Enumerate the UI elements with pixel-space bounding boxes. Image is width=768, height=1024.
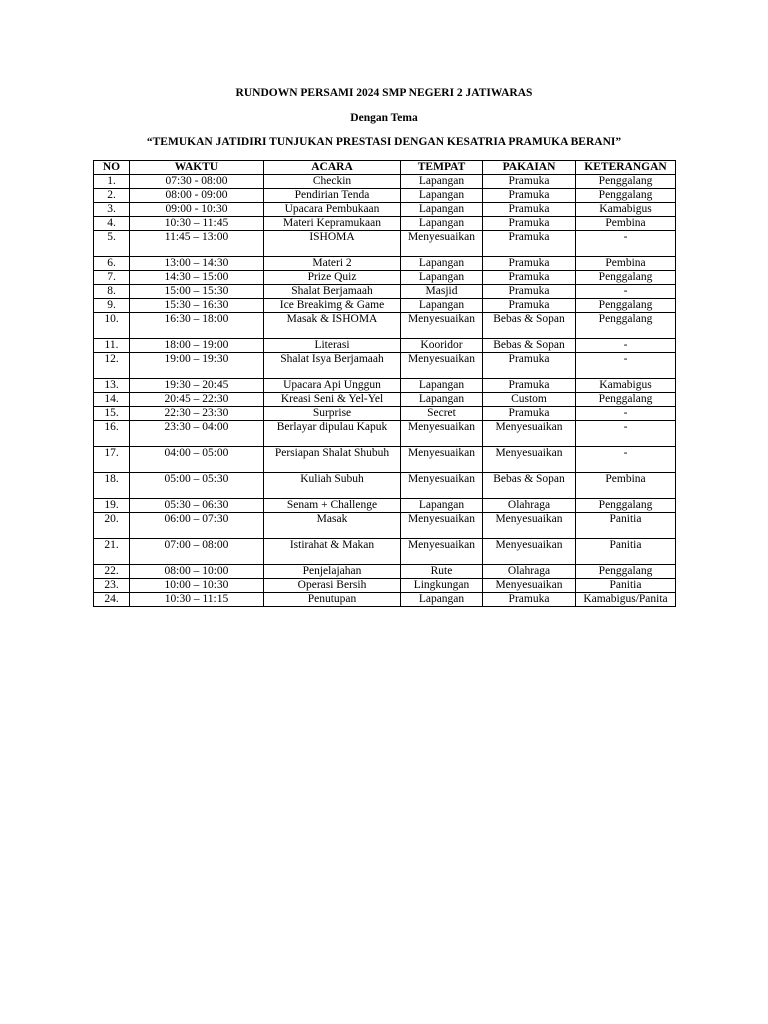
table-row bbox=[94, 473, 676, 499]
document-theme: “TEMUKAN JATIDIRI TUNJUKAN PRESTASI DENGAN KESATRIA PRAMUKA BERANI” bbox=[146, 136, 622, 148]
cell-waktu: 22:30 – 23:30 bbox=[130, 407, 264, 421]
cell-waktu: 18:00 – 19:00 bbox=[130, 339, 264, 353]
cell-acara: Operasi Bersih bbox=[264, 579, 401, 593]
cell-tempat: Menyesuaikan bbox=[401, 421, 483, 447]
cell-tempat: Lapangan bbox=[401, 271, 483, 285]
cell-pakaian: Olahraga bbox=[483, 565, 576, 579]
cell-pakaian: Pramuka bbox=[483, 285, 576, 299]
cell-acara: Checkin bbox=[264, 175, 401, 189]
rundown-table bbox=[93, 160, 676, 607]
cell-pakaian: Pramuka bbox=[483, 257, 576, 271]
cell-keterangan: Kamabigus bbox=[576, 203, 676, 217]
cell-keterangan: Penggalang bbox=[576, 299, 676, 313]
cell-keterangan: - bbox=[576, 231, 676, 257]
cell-no: 4. bbox=[94, 217, 130, 231]
cell-no: 7. bbox=[94, 271, 130, 285]
cell-waktu: 16:30 – 18:00 bbox=[130, 313, 264, 339]
cell-waktu: 04:00 – 05:00 bbox=[130, 447, 264, 473]
document-title: RUNDOWN PERSAMI 2024 SMP NEGERI 2 JATIWARAS bbox=[235, 87, 533, 99]
cell-acara: Materi Kepramukaan bbox=[264, 217, 401, 231]
cell-tempat: Lapangan bbox=[401, 499, 483, 513]
cell-waktu: 05:00 – 05:30 bbox=[130, 473, 264, 499]
cell-tempat: Lapangan bbox=[401, 203, 483, 217]
table-row bbox=[94, 313, 676, 339]
cell-waktu: 10:30 – 11:15 bbox=[130, 593, 264, 607]
cell-keterangan: Penggalang bbox=[576, 313, 676, 339]
cell-keterangan: Penggalang bbox=[576, 175, 676, 189]
cell-tempat: Secret bbox=[401, 407, 483, 421]
cell-pakaian: Olahraga bbox=[483, 499, 576, 513]
cell-no: 21. bbox=[94, 539, 130, 565]
cell-keterangan: Panitia bbox=[576, 579, 676, 593]
table-row bbox=[94, 447, 676, 473]
cell-no: 19. bbox=[94, 499, 130, 513]
table-row bbox=[94, 593, 676, 607]
cell-keterangan: - bbox=[576, 447, 676, 473]
cell-waktu: 10:00 – 10:30 bbox=[130, 579, 264, 593]
table-row bbox=[94, 339, 676, 353]
table-row bbox=[94, 189, 676, 203]
cell-no: 3. bbox=[94, 203, 130, 217]
table-row bbox=[94, 257, 676, 271]
cell-acara: Masak bbox=[264, 513, 401, 539]
cell-waktu: 11:45 – 13:00 bbox=[130, 231, 264, 257]
cell-acara: Surprise bbox=[264, 407, 401, 421]
document-subtitle: Dengan Tema bbox=[350, 112, 418, 124]
cell-no: 23. bbox=[94, 579, 130, 593]
cell-tempat: Masjid bbox=[401, 285, 483, 299]
cell-keterangan: Penggalang bbox=[576, 565, 676, 579]
table-row bbox=[94, 299, 676, 313]
cell-acara: Senam + Challenge bbox=[264, 499, 401, 513]
cell-pakaian: Pramuka bbox=[483, 593, 576, 607]
cell-waktu: 15:30 – 16:30 bbox=[130, 299, 264, 313]
cell-pakaian: Pramuka bbox=[483, 203, 576, 217]
cell-no: 24. bbox=[94, 593, 130, 607]
cell-tempat: Lapangan bbox=[401, 299, 483, 313]
cell-keterangan: Penggalang bbox=[576, 393, 676, 407]
cell-waktu: 19:00 – 19:30 bbox=[130, 353, 264, 379]
table-header-row bbox=[94, 161, 676, 175]
cell-keterangan: - bbox=[576, 353, 676, 379]
cell-tempat: Kooridor bbox=[401, 339, 483, 353]
cell-tempat: Menyesuaikan bbox=[401, 473, 483, 499]
cell-acara: Literasi bbox=[264, 339, 401, 353]
cell-acara: Penjelajahan bbox=[264, 565, 401, 579]
cell-tempat: Menyesuaikan bbox=[401, 539, 483, 565]
cell-keterangan: Pembina bbox=[576, 473, 676, 499]
cell-waktu: 08:00 – 10:00 bbox=[130, 565, 264, 579]
cell-acara: Shalat Berjamaah bbox=[264, 285, 401, 299]
cell-acara: Kreasi Seni & Yel-Yel bbox=[264, 393, 401, 407]
cell-waktu: 13:00 – 14:30 bbox=[130, 257, 264, 271]
cell-no: 17. bbox=[94, 447, 130, 473]
cell-no: 20. bbox=[94, 513, 130, 539]
cell-no: 13. bbox=[94, 379, 130, 393]
cell-tempat: Lapangan bbox=[401, 189, 483, 203]
cell-waktu: 06:00 – 07:30 bbox=[130, 513, 264, 539]
cell-keterangan: - bbox=[576, 421, 676, 447]
cell-keterangan: Penggalang bbox=[576, 271, 676, 285]
header-no: NO bbox=[94, 161, 130, 175]
cell-tempat: Lapangan bbox=[401, 217, 483, 231]
cell-keterangan: Kamabigus bbox=[576, 379, 676, 393]
cell-waktu: 23:30 – 04:00 bbox=[130, 421, 264, 447]
cell-no: 15. bbox=[94, 407, 130, 421]
cell-keterangan: Penggalang bbox=[576, 499, 676, 513]
cell-no: 14. bbox=[94, 393, 130, 407]
cell-no: 9. bbox=[94, 299, 130, 313]
cell-waktu: 10:30 – 11:45 bbox=[130, 217, 264, 231]
cell-tempat: Lapangan bbox=[401, 257, 483, 271]
cell-keterangan: Pembina bbox=[576, 217, 676, 231]
cell-waktu: 19:30 – 20:45 bbox=[130, 379, 264, 393]
cell-pakaian: Pramuka bbox=[483, 379, 576, 393]
table-row bbox=[94, 231, 676, 257]
table-row bbox=[94, 353, 676, 379]
cell-acara: Upacara Pembukaan bbox=[264, 203, 401, 217]
cell-pakaian: Pramuka bbox=[483, 189, 576, 203]
cell-keterangan: Pembina bbox=[576, 257, 676, 271]
cell-acara: Berlayar dipulau Kapuk bbox=[264, 421, 401, 447]
cell-acara: Materi 2 bbox=[264, 257, 401, 271]
cell-waktu: 14:30 – 15:00 bbox=[130, 271, 264, 285]
cell-no: 2. bbox=[94, 189, 130, 203]
table-row bbox=[94, 285, 676, 299]
cell-pakaian: Bebas & Sopan bbox=[483, 339, 576, 353]
cell-pakaian: Pramuka bbox=[483, 299, 576, 313]
cell-tempat: Menyesuaikan bbox=[401, 231, 483, 257]
cell-tempat: Menyesuaikan bbox=[401, 353, 483, 379]
cell-no: 18. bbox=[94, 473, 130, 499]
cell-tempat: Menyesuaikan bbox=[401, 513, 483, 539]
cell-tempat: Menyesuaikan bbox=[401, 447, 483, 473]
cell-acara: ISHOMA bbox=[264, 231, 401, 257]
cell-pakaian: Menyesuaikan bbox=[483, 421, 576, 447]
cell-no: 16. bbox=[94, 421, 130, 447]
cell-waktu: 08:00 - 09:00 bbox=[130, 189, 264, 203]
header-keterangan: KETERANGAN bbox=[576, 161, 676, 175]
cell-keterangan: Panitia bbox=[576, 513, 676, 539]
table-row bbox=[94, 499, 676, 513]
cell-pakaian: Pramuka bbox=[483, 175, 576, 189]
cell-waktu: 07:00 – 08:00 bbox=[130, 539, 264, 565]
cell-acara: Pendirian Tenda bbox=[264, 189, 401, 203]
cell-acara: Masak & ISHOMA bbox=[264, 313, 401, 339]
cell-pakaian: Menyesuaikan bbox=[483, 539, 576, 565]
cell-no: 12. bbox=[94, 353, 130, 379]
cell-keterangan: - bbox=[576, 339, 676, 353]
cell-tempat: Lapangan bbox=[401, 593, 483, 607]
cell-pakaian: Pramuka bbox=[483, 407, 576, 421]
table-row bbox=[94, 203, 676, 217]
cell-no: 8. bbox=[94, 285, 130, 299]
cell-tempat: Lapangan bbox=[401, 379, 483, 393]
cell-no: 1. bbox=[94, 175, 130, 189]
cell-pakaian: Menyesuaikan bbox=[483, 447, 576, 473]
table-row bbox=[94, 379, 676, 393]
cell-tempat: Lapangan bbox=[401, 175, 483, 189]
table-row bbox=[94, 407, 676, 421]
header-pakaian: PAKAIAN bbox=[483, 161, 576, 175]
cell-acara: Upacara Api Unggun bbox=[264, 379, 401, 393]
cell-waktu: 05:30 – 06:30 bbox=[130, 499, 264, 513]
cell-pakaian: Menyesuaikan bbox=[483, 513, 576, 539]
table-body bbox=[94, 175, 676, 607]
cell-acara: Prize Quiz bbox=[264, 271, 401, 285]
header-waktu: WAKTU bbox=[130, 161, 264, 175]
cell-pakaian: Pramuka bbox=[483, 231, 576, 257]
table-row bbox=[94, 539, 676, 565]
cell-tempat: Lapangan bbox=[401, 393, 483, 407]
cell-keterangan: - bbox=[576, 407, 676, 421]
cell-waktu: 07:30 - 08:00 bbox=[130, 175, 264, 189]
header-acara: ACARA bbox=[264, 161, 401, 175]
cell-no: 6. bbox=[94, 257, 130, 271]
cell-no: 22. bbox=[94, 565, 130, 579]
table-row bbox=[94, 565, 676, 579]
cell-pakaian: Custom bbox=[483, 393, 576, 407]
cell-acara: Kuliah Subuh bbox=[264, 473, 401, 499]
cell-tempat: Menyesuaikan bbox=[401, 313, 483, 339]
cell-acara: Persiapan Shalat Shubuh bbox=[264, 447, 401, 473]
table-row bbox=[94, 393, 676, 407]
cell-keterangan: Kamabigus/Panita bbox=[576, 593, 676, 607]
cell-pakaian: Bebas & Sopan bbox=[483, 313, 576, 339]
cell-keterangan: Penggalang bbox=[576, 189, 676, 203]
cell-pakaian: Pramuka bbox=[483, 353, 576, 379]
table-row bbox=[94, 421, 676, 447]
cell-pakaian: Pramuka bbox=[483, 271, 576, 285]
cell-no: 11. bbox=[94, 339, 130, 353]
cell-no: 10. bbox=[94, 313, 130, 339]
cell-waktu: 09:00 - 10:30 bbox=[130, 203, 264, 217]
cell-tempat: Rute bbox=[401, 565, 483, 579]
table-row bbox=[94, 271, 676, 285]
cell-waktu: 20:45 – 22:30 bbox=[130, 393, 264, 407]
cell-acara: Shalat Isya Berjamaah bbox=[264, 353, 401, 379]
cell-pakaian: Bebas & Sopan bbox=[483, 473, 576, 499]
cell-waktu: 15:00 – 15:30 bbox=[130, 285, 264, 299]
cell-keterangan: Panitia bbox=[576, 539, 676, 565]
cell-no: 5. bbox=[94, 231, 130, 257]
header-tempat: TEMPAT bbox=[401, 161, 483, 175]
table-row bbox=[94, 579, 676, 593]
cell-pakaian: Menyesuaikan bbox=[483, 579, 576, 593]
cell-tempat: Lingkungan bbox=[401, 579, 483, 593]
table-row bbox=[94, 217, 676, 231]
cell-pakaian: Pramuka bbox=[483, 217, 576, 231]
cell-keterangan: - bbox=[576, 285, 676, 299]
cell-acara: Istirahat & Makan bbox=[264, 539, 401, 565]
cell-acara: Penutupan bbox=[264, 593, 401, 607]
table-row bbox=[94, 513, 676, 539]
cell-acara: Ice Breakimg & Game bbox=[264, 299, 401, 313]
table-row bbox=[94, 175, 676, 189]
